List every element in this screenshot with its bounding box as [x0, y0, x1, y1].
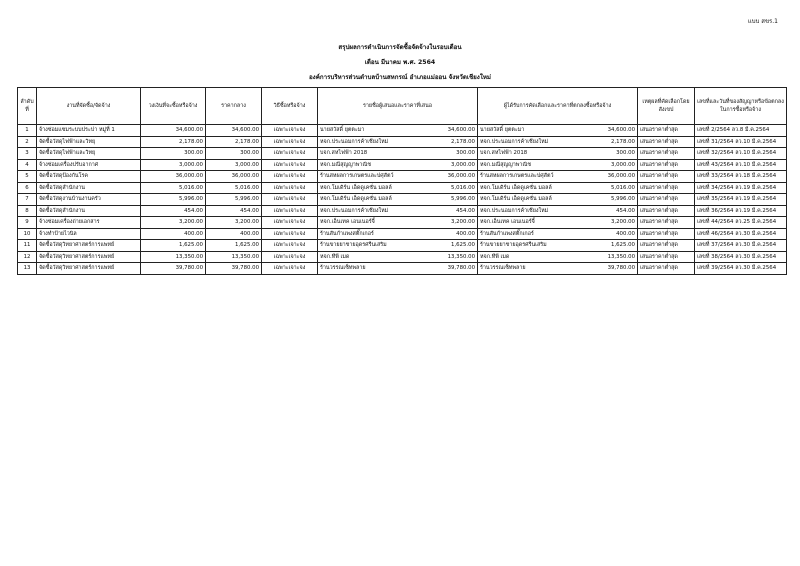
cell-bidder-price: 454.00 [456, 207, 475, 214]
cell-budget: 3,200.00 [141, 217, 206, 229]
cell-median-price: 2,178.00 [206, 136, 262, 148]
cell-reason: เสนอราคาต่ำสุด [638, 240, 695, 252]
cell-bidder-price: 3,000.00 [450, 161, 475, 168]
cell-winner [478, 205, 638, 217]
cell-winner-name: หจก.เอ็นเทค เอนเนอร์จี้ [480, 219, 535, 226]
cell-method: เฉพาะเจาะจง [262, 263, 318, 275]
cell-method: เฉพาะเจาะจง [262, 217, 318, 229]
cell-bidder-price: 5,016.00 [450, 184, 475, 191]
cell-no: 13 [18, 263, 37, 275]
cell-item: จัดซื้อวัสดุวิทยาศาสตร์การแพทย์ [37, 263, 141, 275]
cell-bidder [318, 251, 478, 263]
cell-bidder-name: ร้านวรรณเซ็ทพลาย [320, 265, 366, 272]
cell-budget: 34,600.00 [141, 125, 206, 137]
cell-method: เฉพาะเจาะจง [262, 136, 318, 148]
cell-item: จ้างซ่อมเครื่องปรับอากาศ [37, 159, 141, 171]
table-row [18, 159, 787, 171]
cell-method: เฉพาะเจาะจง [262, 240, 318, 252]
cell-winner-price: 36,000.00 [607, 173, 635, 180]
cell-bidder [318, 125, 478, 137]
cell-no: 12 [18, 251, 37, 263]
cell-reason: เสนอราคาต่ำสุด [638, 217, 695, 229]
table-row [18, 125, 787, 137]
cell-bidder-name: หจก.ทีพี เมด [320, 253, 350, 260]
col-header-reason: เหตุผลที่คัดเลือกโดยสังเขป [638, 88, 695, 125]
cell-reason: เสนอราคาต่ำสุด [638, 136, 695, 148]
cell-reason: เสนอราคาต่ำสุด [638, 159, 695, 171]
cell-winner-price: 13,350.00 [607, 253, 635, 260]
cell-bidder-price: 5,996.00 [450, 196, 475, 203]
cell-item: จัดซื้อวัสดุงานบ้านงานครัว [37, 194, 141, 206]
cell-bidder-name: ร้านขายยาชายอุดรศรีนเสริม [320, 242, 387, 249]
cell-winner-price: 400.00 [616, 230, 635, 237]
cell-bidder [318, 205, 478, 217]
cell-winner-price: 300.00 [616, 150, 635, 157]
cell-item: จ้างซ่อมแซมระบบประปา หมู่ที่ 1 [37, 125, 141, 137]
cell-budget: 300.00 [141, 148, 206, 160]
cell-winner-name: ร้านวรรณเซ็ทพลาย [480, 265, 526, 272]
cell-contract: เลขที่ 46/2564 ลว.30 มี.ค.2564 [695, 228, 787, 240]
cell-reason: เสนอราคาต่ำสุด [638, 148, 695, 160]
cell-winner-price: 5,016.00 [610, 184, 635, 191]
cell-method: เฉพาะเจาะจง [262, 251, 318, 263]
cell-contract: เลขที่ 35/2564 ลว.19 มี.ค.2564 [695, 194, 787, 206]
cell-winner [478, 263, 638, 275]
cell-contract: เลขที่ 36/2564 ลว.19 มี.ค.2564 [695, 205, 787, 217]
cell-budget: 400.00 [141, 228, 206, 240]
cell-item: จัดซื้อวัสดุสำนักงาน [37, 182, 141, 194]
cell-bidder [318, 171, 478, 183]
cell-winner [478, 217, 638, 229]
cell-bidder [318, 136, 478, 148]
cell-method: เฉพาะเจาะจง [262, 228, 318, 240]
cell-winner [478, 159, 638, 171]
cell-bidder [318, 159, 478, 171]
cell-bidder-name: หจก.ประนอมการค้าเชียงใหม่ [320, 138, 389, 145]
cell-contract: เลขที่ 37/2564 ลว.30 มี.ค.2564 [695, 240, 787, 252]
cell-winner [478, 194, 638, 206]
cell-no: 8 [18, 205, 37, 217]
cell-contract: เลขที่ 44/2564 ลว.25 มี.ค.2564 [695, 217, 787, 229]
cell-winner-name: หจก.มณีสุญญาพาณิช [480, 161, 531, 168]
table-row [18, 263, 787, 275]
cell-no: 7 [18, 194, 37, 206]
cell-item: จัดซื้อวัสดุป้องกันโรค [37, 171, 141, 183]
table-row [18, 205, 787, 217]
cell-reason: เสนอราคาต่ำสุด [638, 263, 695, 275]
table-header-row [18, 88, 787, 125]
cell-contract: เลขที่ 39/2564 ลว.30 มี.ค.2564 [695, 263, 787, 275]
cell-bidder-price: 34,600.00 [447, 127, 475, 134]
cell-no: 6 [18, 182, 37, 194]
cell-bidder [318, 182, 478, 194]
cell-winner-price: 2,178.00 [610, 138, 635, 145]
cell-no: 1 [18, 125, 37, 137]
cell-reason: เสนอราคาต่ำสุด [638, 251, 695, 263]
cell-contract: เลขที่ 38/2564 ลว.30 มี.ค.2564 [695, 251, 787, 263]
col-header-no: ลำดับที่ [18, 88, 37, 125]
cell-bidder-price: 13,350.00 [447, 253, 475, 260]
report-month: เดือน มีนาคม พ.ศ. 2564 [364, 59, 436, 66]
cell-bidder [318, 240, 478, 252]
cell-winner [478, 136, 638, 148]
cell-method: เฉพาะเจาะจง [262, 182, 318, 194]
cell-winner [478, 228, 638, 240]
table-row [18, 251, 787, 263]
cell-bidder-price: 36,000.00 [447, 173, 475, 180]
cell-median-price: 5,996.00 [206, 194, 262, 206]
cell-bidder [318, 217, 478, 229]
cell-median-price: 34,600.00 [206, 125, 262, 137]
cell-contract: เลขที่ 32/2564 ลว.10 มี.ค.2564 [695, 148, 787, 160]
cell-bidder-name: หจก.เอ็นเทค เอนเนอร์จี้ [320, 219, 375, 226]
cell-bidder [318, 263, 478, 275]
cell-no: 9 [18, 217, 37, 229]
cell-bidder-price: 2,178.00 [450, 138, 475, 145]
col-header-method: วิธีซื้อหรือจ้าง [262, 88, 318, 125]
cell-budget: 5,996.00 [141, 194, 206, 206]
cell-bidder-name: ร้านสันกำแพงสติ๊กเกอร์ [320, 230, 374, 237]
table-row [18, 182, 787, 194]
cell-winner-price: 39,780.00 [607, 265, 635, 272]
cell-winner [478, 171, 638, 183]
col-header-contract: เลขที่และวันที่ของสัญญาหรือข้อตกลงในการซื้อหรือจ้าง [695, 88, 787, 125]
cell-winner [478, 182, 638, 194]
table-row [18, 136, 787, 148]
cell-bidder-name: บจก.สหไฟฟ้า 2018 [320, 150, 368, 157]
cell-item: จัดซื้อวัสดุวิทยาศาสตร์การแพทย์ [37, 240, 141, 252]
cell-winner-name: หจก.โมเดิร์น เอ็ดดูเคชั่น มอลล์ [480, 184, 552, 191]
cell-reason: เสนอราคาต่ำสุด [638, 182, 695, 194]
table-body [18, 125, 787, 275]
cell-no: 4 [18, 159, 37, 171]
col-header-bidders: รายชื่อผู้เสนอและราคาที่เสนอ [318, 88, 478, 125]
cell-winner-name: หจก.ประนอมการค้าเชียงใหม่ [480, 207, 549, 214]
table-row [18, 228, 787, 240]
cell-budget: 2,178.00 [141, 136, 206, 148]
cell-item: จ้างทำป้ายไวนิล [37, 228, 141, 240]
cell-bidder-price: 3,200.00 [450, 219, 475, 226]
cell-bidder [318, 148, 478, 160]
cell-method: เฉพาะเจาะจง [262, 194, 318, 206]
cell-bidder-name: หจก.โมเดิร์น เอ็ดดูเคชั่น มอลล์ [320, 196, 392, 203]
cell-contract: เลขที่ 2/2564 ลว.8 มี.ค.2564 [695, 125, 787, 137]
cell-bidder-price: 1,625.00 [450, 242, 475, 249]
cell-budget: 36,000.00 [141, 171, 206, 183]
cell-median-price: 454.00 [206, 205, 262, 217]
cell-winner-price: 1,625.00 [610, 242, 635, 249]
cell-budget: 3,000.00 [141, 159, 206, 171]
col-header-item: งานที่จัดซื้อ/จัดจ้าง [37, 88, 141, 125]
cell-winner-name: ร้านขายยาชายอุดรศรีนเสริม [480, 242, 547, 249]
table-row [18, 171, 787, 183]
cell-bidder-name: หจก.มณีสุญญาพาณิช [320, 161, 371, 168]
cell-no: 2 [18, 136, 37, 148]
col-header-median-price: ราคากลาง [206, 88, 262, 125]
organization-name: องค์การบริหารส่วนตำบลบ้านสหกรณ์ อำเภอแม่ออน จังหวัดเชียงใหม่ [308, 74, 492, 81]
cell-median-price: 400.00 [206, 228, 262, 240]
cell-winner-price: 454.00 [616, 207, 635, 214]
cell-winner [478, 240, 638, 252]
cell-winner-price: 5,996.00 [610, 196, 635, 203]
cell-no: 3 [18, 148, 37, 160]
cell-method: เฉพาะเจาะจง [262, 125, 318, 137]
cell-winner [478, 251, 638, 263]
cell-winner-price: 3,200.00 [610, 219, 635, 226]
cell-budget: 1,625.00 [141, 240, 206, 252]
cell-contract: เลขที่ 34/2564 ลว.19 มี.ค.2564 [695, 182, 787, 194]
cell-bidder-price: 400.00 [456, 230, 475, 237]
cell-reason: เสนอราคาต่ำสุด [638, 194, 695, 206]
cell-winner-name: หจก.โมเดิร์น เอ็ดดูเคชั่น มอลล์ [480, 196, 552, 203]
cell-median-price: 13,350.00 [206, 251, 262, 263]
cell-winner-price: 34,600.00 [607, 127, 635, 134]
cell-median-price: 5,016.00 [206, 182, 262, 194]
cell-method: เฉพาะเจาะจง [262, 159, 318, 171]
cell-median-price: 3,000.00 [206, 159, 262, 171]
cell-item: จัดซื้อวัสดุไฟฟ้าและวิทยุ [37, 148, 141, 160]
cell-method: เฉพาะเจาะจง [262, 171, 318, 183]
cell-bidder-price: 300.00 [456, 150, 475, 157]
cell-reason: เสนอราคาต่ำสุด [638, 205, 695, 217]
cell-reason: เสนอราคาต่ำสุด [638, 228, 695, 240]
document-header [0, 40, 800, 85]
table-row [18, 240, 787, 252]
cell-median-price: 300.00 [206, 148, 262, 160]
cell-winner [478, 148, 638, 160]
col-header-budget: วงเงินที่จะซื้อหรือจ้าง [141, 88, 206, 125]
cell-winner-name: หจก.ทีพี เมด [480, 253, 510, 260]
cell-winner-name: นายสวัสดิ์ ยุตตะมา [480, 127, 525, 134]
cell-reason: เสนอราคาต่ำสุด [638, 171, 695, 183]
cell-bidder-name: หจก.ประนอมการค้าเชียงใหม่ [320, 207, 389, 214]
cell-method: เฉพาะเจาะจง [262, 148, 318, 160]
cell-budget: 454.00 [141, 205, 206, 217]
cell-bidder [318, 228, 478, 240]
table-row [18, 148, 787, 160]
cell-bidder-name: นายสวัสดิ์ ยุตตะมา [320, 127, 365, 134]
cell-bidder-price: 39,780.00 [447, 265, 475, 272]
cell-bidder-name: ร้านสหผลการเกษตรและปศุสัตว์ [320, 173, 394, 180]
cell-reason: เสนอราคาต่ำสุด [638, 125, 695, 137]
cell-median-price: 1,625.00 [206, 240, 262, 252]
cell-winner-name: บจก.สหไฟฟ้า 2018 [480, 150, 528, 157]
cell-winner [478, 125, 638, 137]
table-row [18, 194, 787, 206]
form-code: แบบ สขร.1 [747, 18, 778, 25]
cell-winner-price: 3,000.00 [610, 161, 635, 168]
cell-item: จัดซื้อวัสดุไฟฟ้าและวิทยุ [37, 136, 141, 148]
col-header-winner: ผู้ได้รับการคัดเลือกและราคาที่ตกลงซื้อหรือจ้าง [478, 88, 638, 125]
cell-winner-name: หจก.ประนอมการค้าเชียงใหม่ [480, 138, 549, 145]
cell-winner-name: ร้านสันกำแพงสติ๊กเกอร์ [480, 230, 534, 237]
report-title: สรุปผลการดำเนินการจัดซื้อจัดจ้างในรอบเดือน [338, 44, 462, 51]
cell-no: 5 [18, 171, 37, 183]
cell-median-price: 36,000.00 [206, 171, 262, 183]
cell-contract: เลขที่ 43/2564 ลว.10 มี.ค.2564 [695, 159, 787, 171]
cell-method: เฉพาะเจาะจง [262, 205, 318, 217]
cell-item: จ้างซ่อมเครื่องถ่ายเอกสาร [37, 217, 141, 229]
cell-winner-name: ร้านสหผลการเกษตรและปศุสัตว์ [480, 173, 554, 180]
cell-item: จัดซื้อวัสดุสำนักงาน [37, 205, 141, 217]
cell-item: จัดซื้อวัสดุวิทยาศาสตร์การแพทย์ [37, 251, 141, 263]
cell-contract: เลขที่ 33/2564 ลว.18 มี.ค.2564 [695, 171, 787, 183]
cell-bidder-name: หจก.โมเดิร์น เอ็ดดูเคชั่น มอลล์ [320, 184, 392, 191]
cell-no: 11 [18, 240, 37, 252]
cell-median-price: 39,780.00 [206, 263, 262, 275]
procurement-table [17, 87, 787, 275]
cell-median-price: 3,200.00 [206, 217, 262, 229]
table-row [18, 217, 787, 229]
cell-budget: 5,016.00 [141, 182, 206, 194]
cell-bidder [318, 194, 478, 206]
cell-no: 10 [18, 228, 37, 240]
cell-budget: 13,350.00 [141, 251, 206, 263]
cell-budget: 39,780.00 [141, 263, 206, 275]
cell-contract: เลขที่ 31/2564 ลว.10 มี.ค.2564 [695, 136, 787, 148]
